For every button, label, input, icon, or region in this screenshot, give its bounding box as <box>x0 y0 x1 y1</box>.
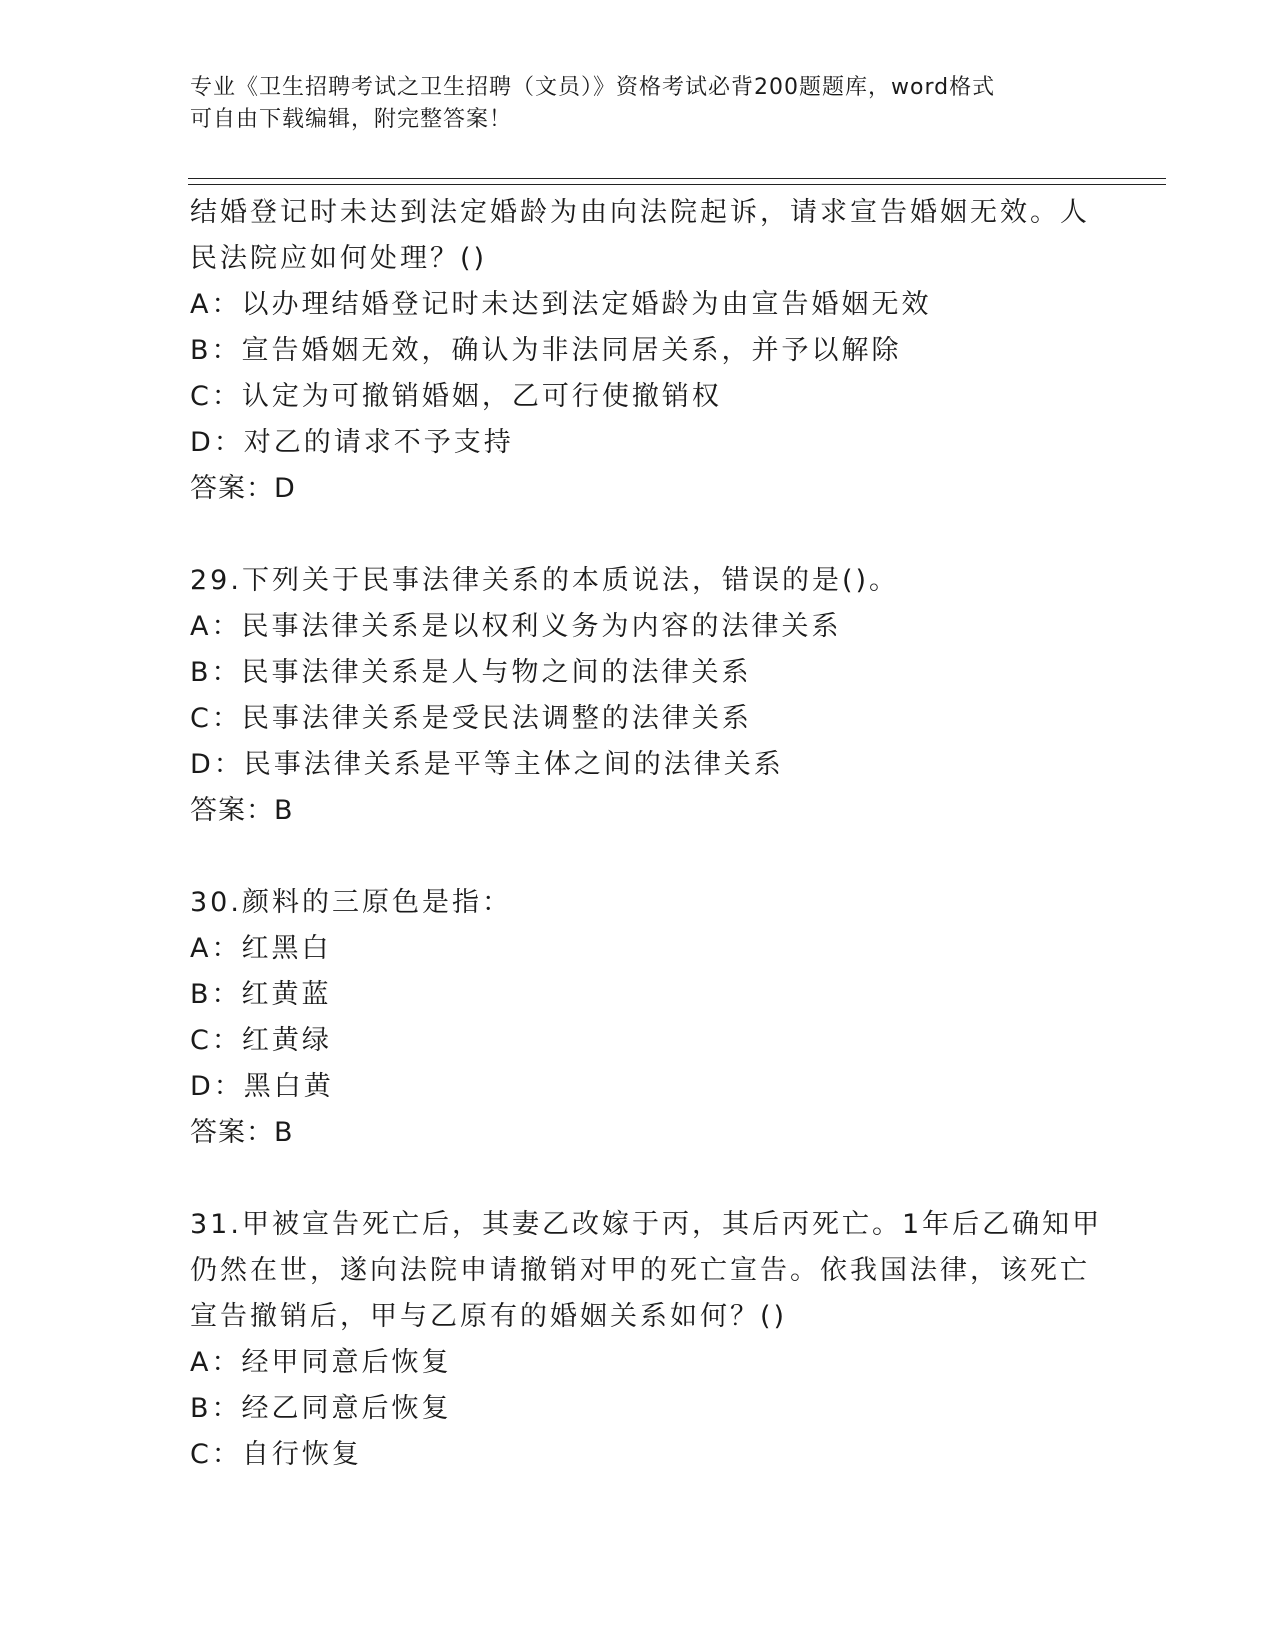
question-stem-line: 结婚登记时未达到法定婚龄为由向法院起诉，请求宣告婚姻无效。人 <box>190 197 1090 228</box>
question-28 <box>190 190 1090 512</box>
answer: 答案：D <box>190 473 296 504</box>
question-stem-line: 民法院应如何处理？() <box>190 243 488 274</box>
option-c: C：自行恢复 <box>190 1439 362 1470</box>
question-31 <box>190 1202 1103 1478</box>
question-stem-line: 30.颜料的三原色是指： <box>190 887 512 918</box>
option-c: C：认定为可撤销婚姻，乙可行使撤销权 <box>190 381 722 412</box>
option-a: A：红黑白 <box>190 933 332 964</box>
option-d: D：黑白黄 <box>190 1071 334 1102</box>
option-b: B：民事法律关系是人与物之间的法律关系 <box>190 657 752 688</box>
header-divider-top <box>188 178 1166 179</box>
option-a: A：以办理结婚登记时未达到法定婚龄为由宣告婚姻无效 <box>190 289 932 320</box>
option-d: D：民事法律关系是平等主体之间的法律关系 <box>190 749 784 780</box>
question-stem-line: 29.下列关于民事法律关系的本质说法，错误的是()。 <box>190 565 900 596</box>
option-c: C：红黄绿 <box>190 1025 332 1056</box>
option-a: A：经甲同意后恢复 <box>190 1347 452 1378</box>
option-b: B：宣告婚姻无效，确认为非法同居关系，并予以解除 <box>190 335 902 366</box>
question-29 <box>190 558 1090 834</box>
page-header <box>190 72 1090 136</box>
header-line-1: 专业《卫生招聘考试之卫生招聘（文员）》资格考试必背200题题库，word格式 <box>190 75 996 100</box>
option-b: B：红黄蓝 <box>190 979 332 1010</box>
question-stem-line: 31.甲被宣告死亡后，其妻乙改嫁于丙，其后丙死亡。1年后乙确知甲 <box>190 1209 1103 1240</box>
answer: 答案：B <box>190 1117 294 1148</box>
question-30 <box>190 880 1090 1156</box>
option-c: C：民事法律关系是受民法调整的法律关系 <box>190 703 752 734</box>
answer: 答案：B <box>190 795 294 826</box>
question-stem-line: 仍然在世，遂向法院申请撤销对甲的死亡宣告。依我国法律，该死亡 <box>190 1255 1090 1286</box>
question-list <box>190 190 1103 1478</box>
header-line-2: 可自由下载编辑，附完整答案！ <box>190 107 513 132</box>
option-a: A：民事法律关系是以权利义务为内容的法律关系 <box>190 611 842 642</box>
option-b: B：经乙同意后恢复 <box>190 1393 452 1424</box>
header-divider-bottom <box>188 184 1166 185</box>
option-d: D：对乙的请求不予支持 <box>190 427 514 458</box>
question-stem-line: 宣告撤销后，甲与乙原有的婚姻关系如何？() <box>190 1301 788 1332</box>
